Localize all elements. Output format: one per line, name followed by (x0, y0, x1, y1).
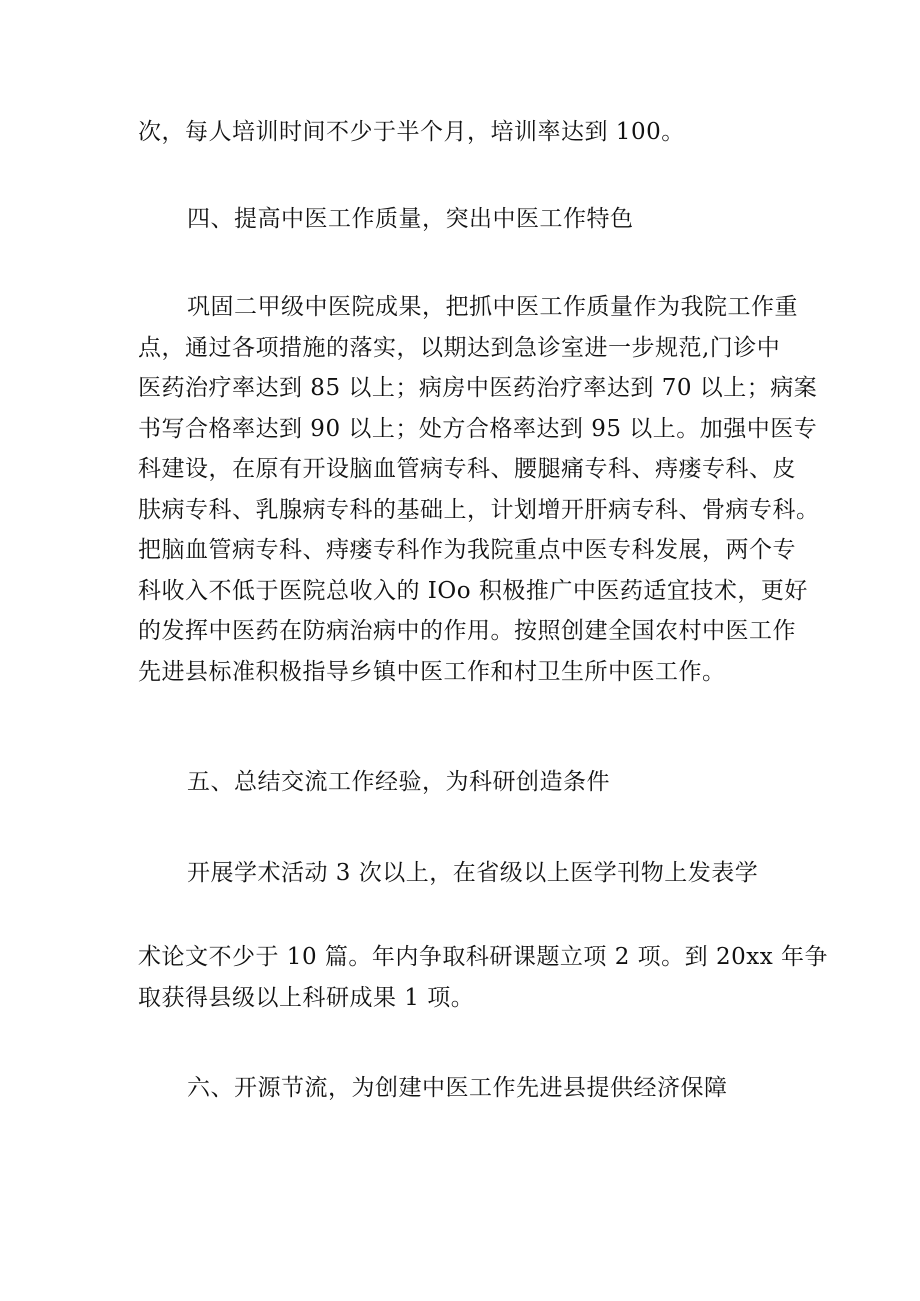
paragraph-line: 术论文不少于 10 篇。年内争取科研课题立项 2 项。到 20xx 年争 (138, 944, 828, 970)
paragraph-line: 肤病专科、乳腺病专科的基础上，计划增开肝病专科、骨病专科。 (138, 496, 820, 523)
section-6-heading: 六、开源节流，为创建中医工作先进县提供经济保障 (187, 1075, 728, 1101)
paragraph-line: 书写合格率达到 90 以上；处方合格率达到 95 以上。加强中医专 (138, 415, 818, 442)
paragraph-line: 科收入不低于医院总收入的 IOo 积极推广中医药适宜技术，更好 (138, 577, 808, 604)
paragraph-line: 点，通过各项措施的落实，以期达到急诊室进一步规范,门诊中 (138, 334, 781, 361)
paragraph-line: 巩固二甲级中医院成果，把抓中医工作质量作为我院工作重 (187, 294, 798, 320)
section-5-paragraph (138, 937, 828, 1018)
paragraph-line: 科建设，在原有开设脑血管病专科、腰腿痛专科、痔瘘专科、皮 (138, 456, 796, 482)
paragraph-line: 取获得县级以上科研成果 1 项。 (138, 984, 475, 1011)
section-5-first-line: 开展学术活动 3 次以上，在省级以上医学刊物上发表学 (187, 860, 759, 886)
continuation-line: 次，每人培训时间不少于半个月，培训率达到 100。 (138, 119, 685, 145)
section-4-heading: 四、提高中医工作质量，突出中医工作特色 (187, 206, 634, 232)
paragraph-line: 把脑血管病专科、痔瘘专科作为我院重点中医专科发展，两个专 (138, 537, 796, 563)
section-5-heading: 五、总结交流工作经验，为科研创造条件 (187, 769, 610, 795)
paragraph-line: 医药治疗率达到 85 以上；病房中医药治疗率达到 70 以上；病案 (138, 375, 818, 401)
section-4-paragraph (138, 287, 820, 692)
paragraph-line: 的发挥中医药在防病治病中的作用。按照创建全国农村中医工作 (138, 618, 796, 644)
paragraph-line: 先进县标准积极指导乡镇中医工作和村卫生所中医工作。 (138, 658, 726, 685)
